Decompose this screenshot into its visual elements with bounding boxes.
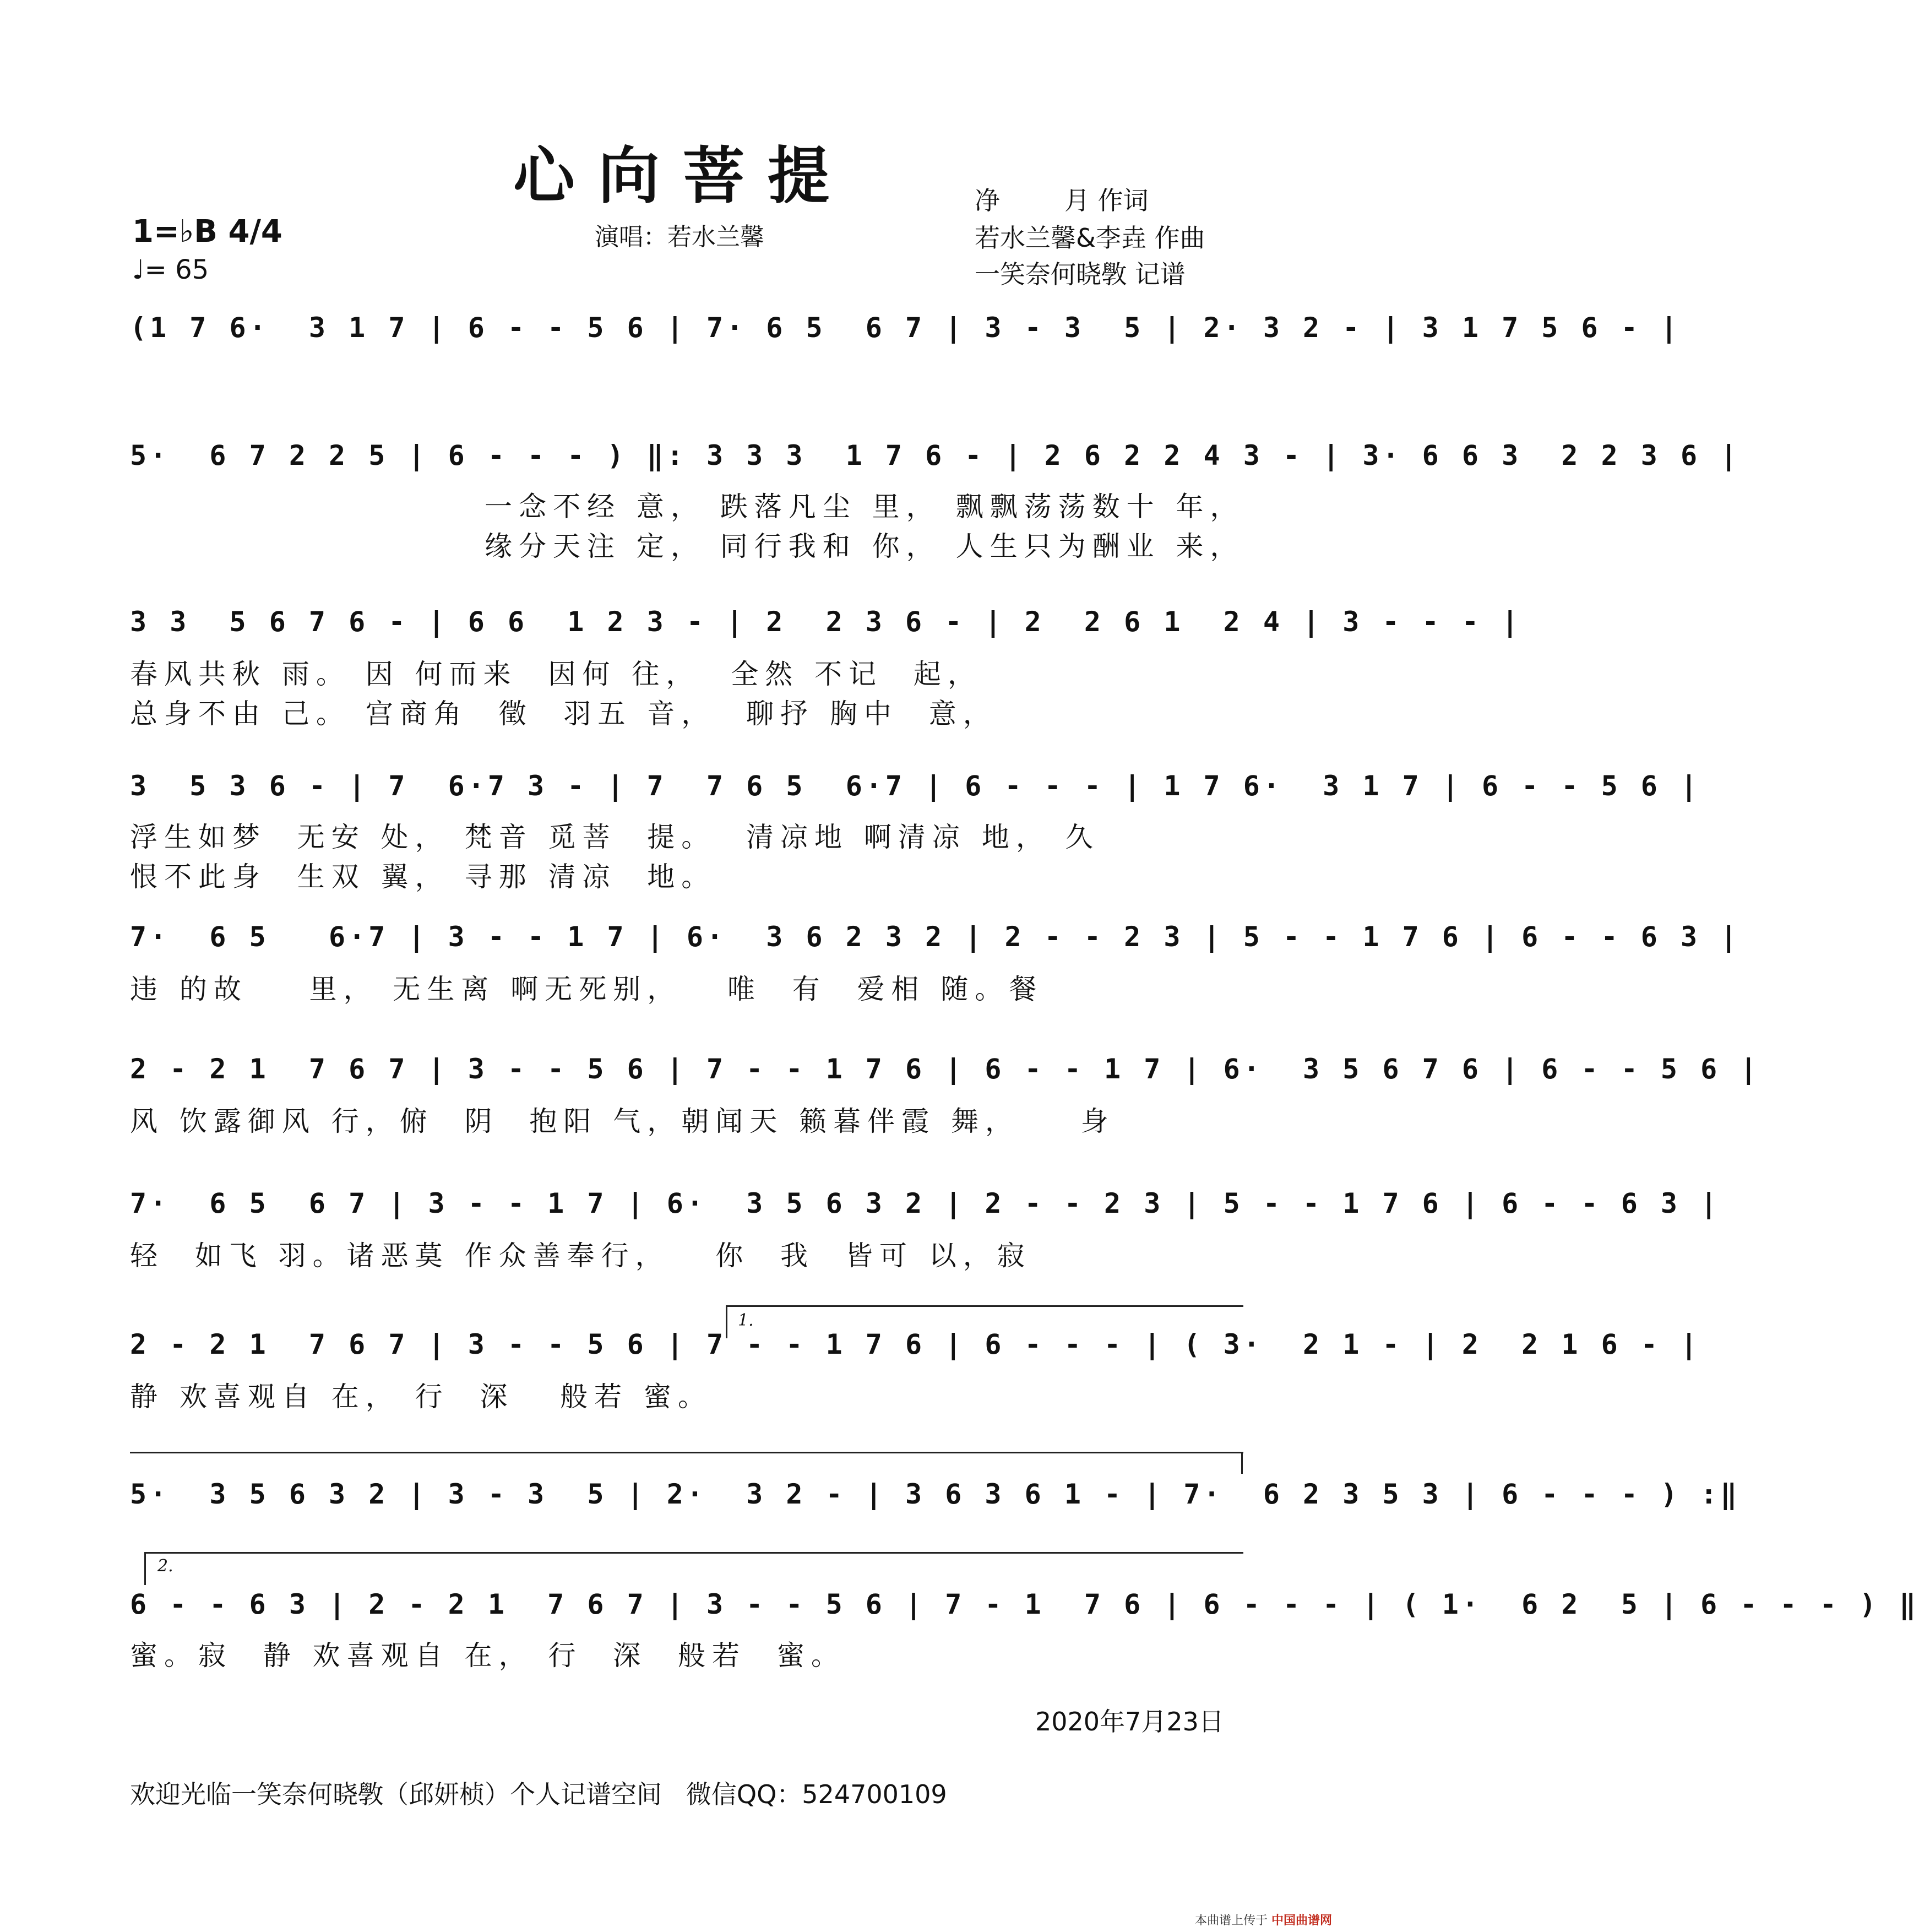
score-line-6: 2 - 2 1 7 6 7 | 3 - - 5 6 | 7 - - 1 7 6 | 6 - - 1 7 | 6· 3 5 6 7 6 | 6 - - 5 6 | [130,1053,1760,1085]
singer-credit: 演唱：若水兰馨 [595,223,764,251]
volta-1-label: 1. [738,1311,754,1330]
transcriber-credit: 一笑奈何晓斆 记谱 [975,259,1186,289]
score-line-8: 2 - 2 1 7 6 7 | 3 - - 5 6 | 7 - - 1 7 6 | 6 - - - | ( 3· 2 1 - | 2 2 1 6 - | [130,1328,1701,1360]
lyric-line-3a: 春风共秋 雨。 因 何而来 因何 往， 全然 不记 起， [130,658,982,690]
transcription-date: 2020年7月23日 [1035,1707,1224,1736]
score-line-5: 7· 6 5 6·7 | 3 - - 1 7 | 6· 3 6 2 3 2 | 2 - - 2 3 | 5 - - 1 7 6 | 6 - - 6 3 | [130,921,1741,953]
lyric-line-10: 蜜。寂 静 欢喜观自 在， 行 深 般若 蜜。 [130,1640,845,1671]
site-badge [1195,1911,1332,1928]
badge-prefix: 本曲谱上传于 [1195,1914,1268,1928]
volta-2-bracket [144,1552,1243,1554]
key-signature: 1=♭B 4/4 [132,214,282,249]
tempo-marking: ♩= 65 [132,254,209,285]
lyric-line-4a: 浮生如梦 无安 处， 梵音 觅菩 提。 清凉地 啊清凉 地， 久 [130,821,1100,853]
lyric-line-8: 静 欢喜观自 在， 行 深 般若 蜜。 [130,1381,713,1413]
score-line-10: 6 - - 6 3 | 2 - 2 1 7 6 7 | 3 - - 5 6 | 7 - 1 7 6 | 6 - - - | ( 1· 6 2 5 | 6 - - - ) ‖ [130,1588,1919,1620]
lyric-line-2b: 缘分天注 定， 同行我和 你， 人生只为酬业 来， [485,530,1244,562]
site-logo: 中国曲谱网 [1271,1914,1333,1928]
lyric-line-7: 轻 如飞 羽。诸恶莫 作众善奉行， 你 我 皆可 以，寂 [130,1240,1031,1272]
lyric-line-5: 违 的故 里， 无生离 啊无死别， 唯 有 爱相 随。餐 [130,973,1043,1005]
volta-1-continuation [130,1452,1243,1453]
volta-1-bracket [726,1305,1243,1307]
volta-2-label: 2. [157,1556,173,1576]
footer-note: 欢迎光临一笑奈何晓斆（邱妍桢）个人记谱空间 微信QQ：524700109 [130,1779,947,1809]
score-line-9: 5· 3 5 6 3 2 | 3 - 3 5 | 2· 3 2 - | 3 6 3 6 1 - | 7· 6 2 3 5 3 | 6 - - - ) :‖ [130,1478,1741,1510]
page-title: 心向菩提 [513,140,852,212]
score-line-4: 3 5 3 6 - | 7 6·7 3 - | 7 7 6 5 6·7 | 6 - - - | 1 7 6· 3 1 7 | 6 - - 5 6 | [130,770,1701,802]
lyric-line-2a: 一念不经 意， 跌落凡尘 里， 飘飘荡荡数十 年， [485,491,1244,523]
score-line-3: 3 3 5 6 7 6 - | 6 6 1 2 3 - | 2 2 3 6 - | 2 2 6 1 2 4 | 3 - - - | [130,606,1522,638]
lyric-line-3b: 总身不由 己。 宫商角 徵 羽五 音， 聊抒 胸中 意， [130,698,997,730]
volta-2-tick [144,1552,146,1585]
composer-credit: 若水兰馨&李垚 作曲 [975,223,1205,253]
volta-1-end-tick [1241,1452,1243,1474]
score-line-7: 7· 6 5 6 7 | 3 - - 1 7 | 6· 3 5 6 3 2 | 2 - - 2 3 | 5 - - 1 7 6 | 6 - - 6 3 | [130,1187,1721,1219]
lyric-line-6: 风 饮露御风 行，俯 阴 抱阳 气，朝闻天 籁暮伴霞 舞， 身 [130,1105,1115,1137]
score-line-1: (1 7 6· 3 1 7 | 6 - - 5 6 | 7· 6 5 6 7 | 3 - 3 5 | 2· 3 2 - | 3 1 7 5 6 - | [130,312,1681,344]
lyric-line-4b: 恨不此身 生双 翼， 寻那 清凉 地。 [130,861,716,893]
score-line-2: 5· 6 7 2 2 5 | 6 - - - ) ‖: 3 3 3 1 7 6 - | 2 6 2 2 4 3 - | 3· 6 6 3 2 2 3 6 | [130,439,1741,471]
lyricist-credit: 净 月 作词 [975,186,1149,215]
